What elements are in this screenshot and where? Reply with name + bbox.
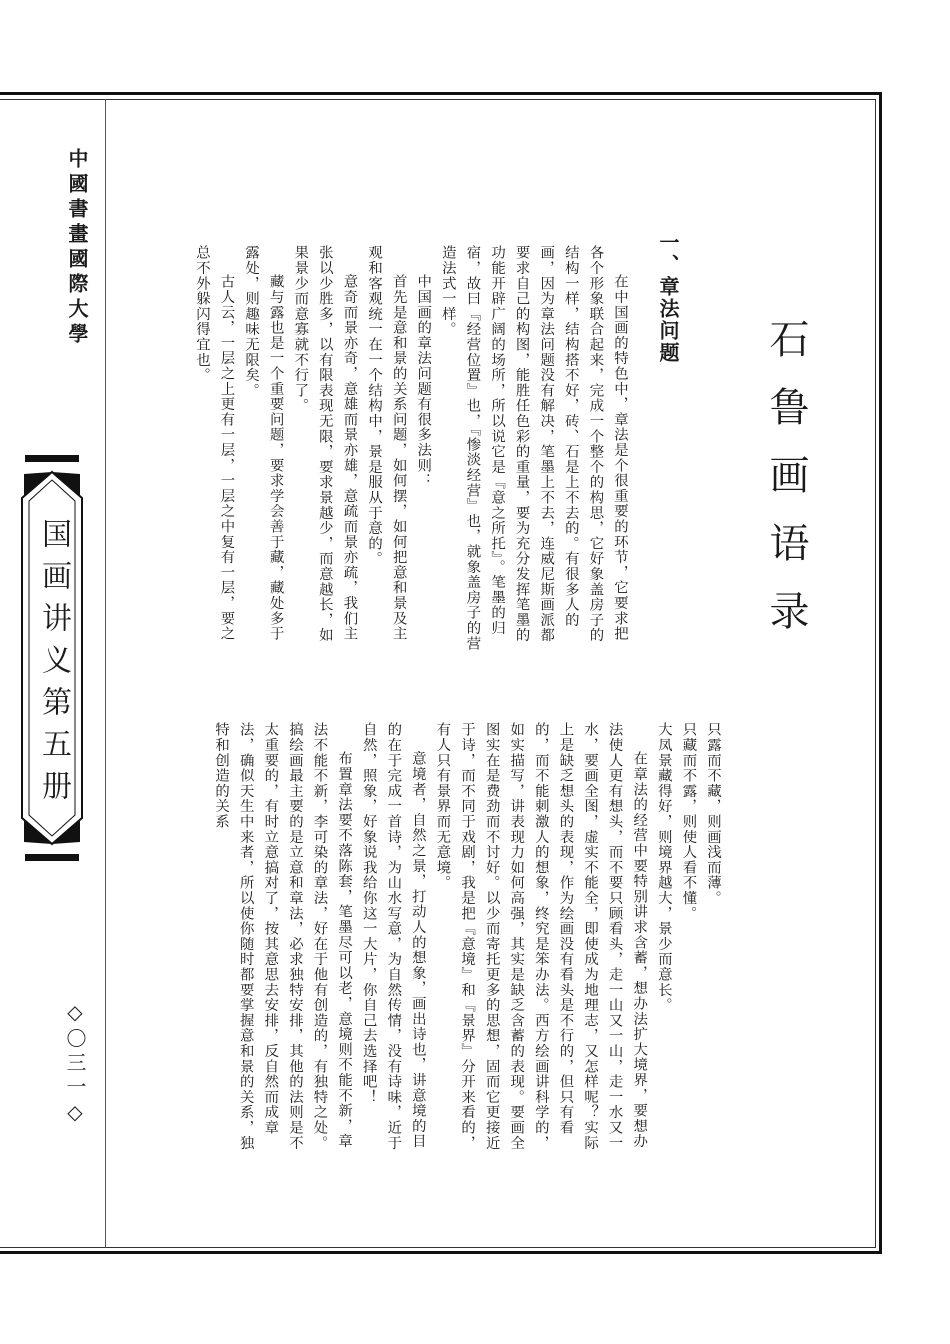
paragraph: 布置章法要不落陈套，笔墨尽可以老，意境则不能不新，章法不能不新，李可染的章法，好在于他有创造的，有独特之处。搞绘画最主要的是立意和章法，必求独特安排，其他的法则是不太重要的，有时立意搞对了，按其意思去安排，反自然而成章法，确似天生中来者，所以使你随时都要掌握意和景的关系，独特和创造的关系 <box>213 722 353 1151</box>
volume-badge <box>20 468 84 848</box>
spine-divider <box>105 99 106 1248</box>
spine-bar-bottom <box>25 854 79 861</box>
volume-title: 国画讲义第五册 <box>36 518 71 812</box>
paragraph: 在中国画的特色中，章法是个很重要的环节，它要求把各个形象联合起来，完成一个整个的构思，它好象盖房子的结构一样，结构搭不好，砖、石是上不去的。有很多人的画，因为章法问题没有解决，笔墨上不去，连威尼斯画派都要求自己的构图，能胜任色彩的重量，要为充分发挥笔墨的功能开辟广阔的场所，所以说它是『意之所托』。笔墨的归宿，故曰『经营位置』也，『惨淡经营』也，就象盖房子的营造法式一样。 <box>439 245 628 651</box>
section-heading: 一、章法问题 <box>656 232 680 364</box>
publication-title: 中國書畫國際大學 <box>65 148 89 348</box>
spine-bar-top <box>25 455 79 462</box>
quote-line: 大凤景藏得好，则境界越大，景少而意长。 <box>655 722 672 1013</box>
article-title: 石鲁画语录 <box>763 318 809 658</box>
paragraph: 意境者，自然之景，打动人的想象，画出诗也，讲意境的目的在于完成一首诗，为山水写意，为自然传情，没有诗味，近于自然，照象，好象说我给你这一大片，你自己去选择吧！ <box>360 722 426 1151</box>
text-block-bottom <box>190 722 725 1152</box>
paragraph: 古人云，一层之上更有一层，一层之中复有一层，要之总不外躲闪得宜也。 <box>193 245 235 641</box>
paragraph: 藏与露也是一个重要问题，要求学会善于藏，藏处多于露处，则趣味无限矣。 <box>243 245 284 641</box>
text-block-top <box>190 245 632 655</box>
paragraph: 意奇而景亦奇，意雄而景亦雄，意疏而景亦疏，我们主张以少胜多，以有限表现无限，要求景越少，而意越长，如果景少而意寡就不行了。 <box>292 245 358 643</box>
paragraph: 中国画的章法问题有很多法则： <box>415 273 432 488</box>
paragraph: 首先是意和景的关系问题，如何摆，如何把意和景及主观和客观统一在一个结构中，景是服从于意的。 <box>366 245 407 641</box>
paragraph: 在章法的经营中要特别讲求含蓄，想办法扩大境界，要想办法使人更有想头，而不要只顾看头，走一山又一山，走一水又一水，要画全图，虚实不能全，即使成为地理志，又怎样呢？实际上是缺乏想头的表现，作为绘画没有看头是不行的，但只有看的，而不能刺激人的想象，终究是笨办法。西方绘画讲科学的，如实描写，讲表现力如何高强，其实是缺乏含蓄的表现。要画全图实在是费劲而不讨好。以少而寄托更多的思想，固而它更接近于诗，而不同于戏剧，我是把『意境』和『景界』分开来看的，有人只有景界而无意境。 <box>434 722 648 1151</box>
page-number: ◇〇三一◇ <box>63 1000 87 1128</box>
quote-line: 只露而不藏，则画浅而薄。 <box>705 722 721 906</box>
quote-line: 只藏而不露，则使人看不懂。 <box>680 722 697 921</box>
